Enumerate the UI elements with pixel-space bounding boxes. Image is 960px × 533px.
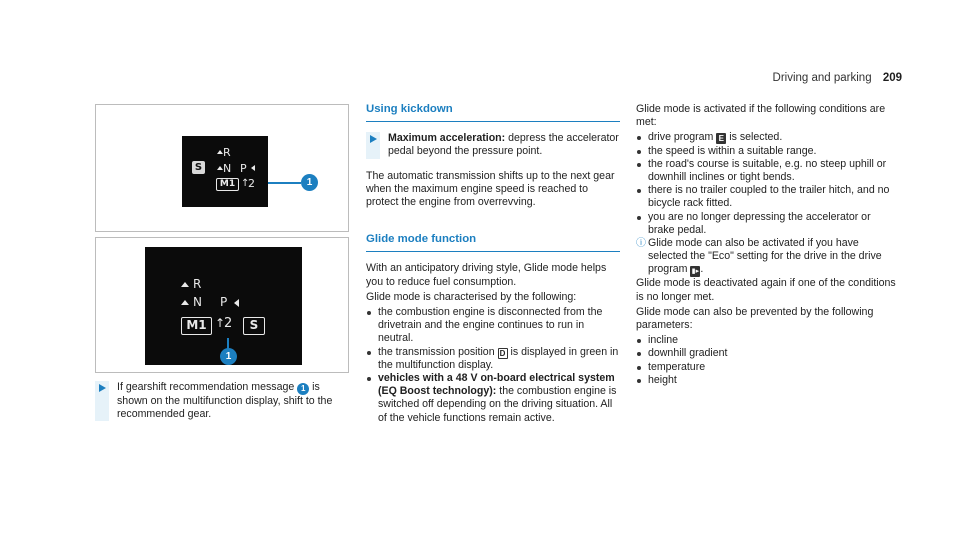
column-2 [366,103,620,425]
gear-m1: M1 [181,317,212,335]
section-heading-glide: Glide mode function [366,233,620,252]
bullet-list [636,131,898,237]
gear-p: P [240,162,247,175]
paragraph: Glide mode can also be prevented by the following parameters: [636,305,874,332]
list-item: drive program E is selected. [636,131,898,144]
list-item: vehicles with a 48 V on-board electrical system (EQ Boost technology): the combustion engine is switched off depending on the driving situation. All of the vehicle functions remain active. [366,372,620,425]
section-heading-kickdown: Using kickdown [366,103,620,122]
multifunction-display [182,136,268,207]
drive-program-e-icon: E [716,133,726,144]
column-1 [95,381,353,421]
gear-r: R [223,146,231,159]
list-item: there is no trailer coupled to the trailer hitch, and no bicycle rack fitted. [636,184,898,210]
bullet-list [366,306,620,425]
list-item: the road's course is suitable, e.g. no steep uphill or downhill inclines or tight bends. [636,158,898,184]
drive-program-s: S [243,317,265,335]
shift-up-icon: ↑ [241,178,250,189]
list-item: the speed is within a suitable range. [636,145,898,158]
gear-r: R [193,277,202,291]
bullet-list [636,334,898,387]
callout-badge: 1 [297,383,309,395]
left-arrow-icon [234,299,239,307]
multifunction-display [145,247,302,365]
info-icon: ⓘ [636,238,646,250]
paragraph: Glide mode is deactivated again if one of the conditions is no longer met. [636,277,896,303]
gear-n: N [193,295,202,309]
page-header [773,72,902,85]
list-item: downhill gradient [636,347,898,360]
instruction-step: Maximum acceleration: depress the accelerator pedal beyond the pressure point. [366,132,620,158]
paragraph: The automatic transmission shifts up to the next gear when the maximum engine speed is reached to protect the engine from overrevving. [366,169,615,209]
list-item: you are no longer depressing the accelerator or brake pedal. [636,211,898,237]
up-arrow-icon [181,282,189,287]
callout-line [268,182,301,184]
list-item: the combustion engine is disconnected from the drivetrain and the engine continues to run in neutral. [366,306,620,346]
figure-small-display [95,104,349,232]
shift-target-gear: 2 [248,177,255,190]
page-number: 209 [882,72,902,84]
list-item: temperature [636,361,898,374]
shift-up-icon: ↑ [215,316,226,330]
gear-n: N [223,162,232,175]
instruction-step: If gearshift recommendation message 1 is shown on the multifunction display, shift to the recommended gear. [95,381,353,421]
drive-program-s: S [192,161,205,174]
column-3 [636,103,898,387]
callout-badge: 1 [301,174,318,191]
note: ⓘ Glide mode can also be activated if you have selected the "Eco" setting for the drive in the drive program ▮▸. [636,237,882,276]
section-title: Driving and parking [772,72,872,84]
paragraph: With an anticipatory driving style, Glide mode helps you to reduce fuel consumption. [366,262,607,288]
left-arrow-icon [251,165,255,171]
instruction-arrow-icon [99,384,106,392]
transmission-d-icon: D [498,348,508,359]
gear-m1: M1 [216,178,239,191]
list-item: the transmission position D is displayed in green in the multifunction display. [366,346,620,372]
gear-p: P [220,295,228,309]
list-item: incline [636,334,898,347]
paragraph: Glide mode is characterised by the following: [366,290,577,303]
callout-badge: 1 [220,348,237,365]
instruction-arrow-icon [370,135,377,143]
up-arrow-icon [181,300,189,305]
list-item: height [636,374,898,387]
individual-drive-program-icon: ▮▸ [691,268,700,276]
paragraph: Glide mode is activated if the following conditions are met: [636,103,886,129]
shift-target-gear: 2 [224,316,233,331]
figure-large-display [95,237,349,373]
